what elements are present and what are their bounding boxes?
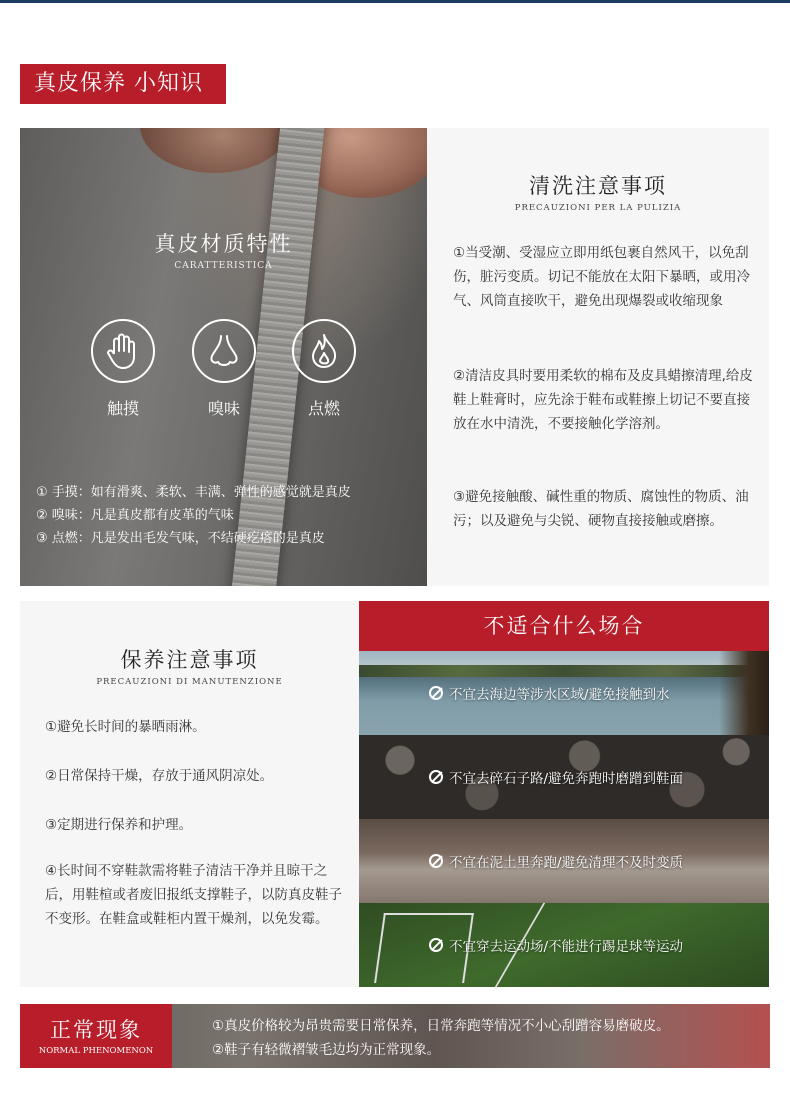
top-divider	[0, 0, 790, 3]
unsuitable-item: 不宜去碎石子路/避免奔跑时磨蹭到鞋面	[429, 735, 683, 819]
finger-image	[140, 128, 290, 173]
cleaning-panel	[427, 128, 769, 586]
maintenance-title: 保养注意事项	[120, 648, 259, 672]
normal-note: ①真皮价格较为昂贵需要日常保养，日常奔跑等情况不小心刮蹭容易磨破皮。	[212, 1018, 670, 1034]
maintenance-subtitle: PRECAUZIONI DI MANUTENZIONE	[96, 677, 283, 687]
prohibited-icon	[429, 938, 443, 952]
gravel-scene	[359, 735, 769, 819]
characteristic-note: ③ 点燃：凡是发出毛发气味，不结硬疙瘩的是真皮	[36, 531, 325, 546]
maintenance-panel	[20, 601, 359, 987]
tree-image	[719, 651, 769, 735]
normal-title: 正常现象	[50, 1018, 142, 1042]
normal-notes	[212, 1014, 670, 1062]
characteristics-notes	[36, 481, 351, 550]
nose-icon	[192, 319, 256, 383]
characteristics-subtitle: CARATTERISTICA	[174, 261, 273, 271]
hand-icon	[91, 319, 155, 383]
prohibited-icon	[429, 854, 443, 868]
unsuitable-title: 不适合什么场合	[359, 601, 769, 651]
maintenance-item: ②日常保持干燥，存放于通风阴凉处。	[45, 768, 274, 784]
page-title: 真皮保养 小知识	[20, 64, 226, 104]
cleaning-subtitle: PRECAUZIONI PER LA PULIZIA	[514, 203, 682, 213]
normal-phenomenon-label	[20, 1004, 172, 1068]
characteristic-note: ② 嗅味：凡是真皮都有皮革的气味	[36, 508, 234, 523]
icon-label-burn: 点燃	[307, 399, 340, 418]
maintenance-item: ①避免长时间的暴晒雨淋。	[45, 719, 206, 735]
cleaning-item: ①当受潮、受湿应立即用纸包裹自然风干，以免刮伤，脏污变质。切记不能放在太阳下暴晒，或用冷气、风筒直接吹干，避免出现爆裂或收缩现象	[453, 245, 750, 309]
flame-icon	[292, 319, 356, 383]
cleaning-item: ②清洁皮具时要用柔软的棉布及皮具蜡擦清理,给皮鞋上鞋膏时，应先涂于鞋布或鞋擦上切记不要直接放在水中清洗，不要接触化学溶剂。	[453, 368, 753, 432]
mud-scene	[359, 819, 769, 903]
characteristic-note: ① 手摸：如有滑爽、柔软、丰满、弹性的感觉就是真皮	[36, 485, 351, 500]
leather-characteristics-panel	[20, 128, 427, 586]
normal-subtitle: NORMAL PHENOMENON	[38, 1046, 154, 1056]
maintenance-item: ④长时间不穿鞋款需将鞋子清洁干净并且晾干之后，用鞋楦或者废旧报纸支撑鞋子，以防真皮鞋子不变形。在鞋盒或鞋柜内置干燥剂，以免发霉。	[45, 863, 342, 927]
icon-label-touch: 触摸	[106, 399, 139, 418]
cleaning-title: 清洗注意事项	[529, 174, 667, 198]
cleaning-item: ③避免接触酸、碱性重的物质、腐蚀性的物质、油污；以及避免与尖锐、硬物直接接触或磨擦。	[453, 489, 749, 529]
normal-note: ②鞋子有轻微褶皱毛边均为正常现象。	[212, 1042, 441, 1058]
maintenance-item: ③定期进行保养和护理。	[45, 817, 193, 833]
prohibited-icon	[429, 686, 443, 700]
unsuitable-item: 不宜在泥土里奔跑/避免清理不及时变质	[429, 819, 683, 903]
unsuitable-item: 不宜穿去运动场/不能进行踢足球等运动	[429, 903, 683, 987]
icon-label-smell: 嗅味	[207, 399, 240, 418]
unsuitable-item: 不宜去海边等涉水区域/避免接触到水	[429, 651, 670, 735]
prohibited-icon	[429, 770, 443, 784]
characteristics-title: 真皮材质特性	[154, 232, 293, 256]
sports-field-scene	[359, 903, 769, 987]
beach-scene	[359, 651, 769, 735]
